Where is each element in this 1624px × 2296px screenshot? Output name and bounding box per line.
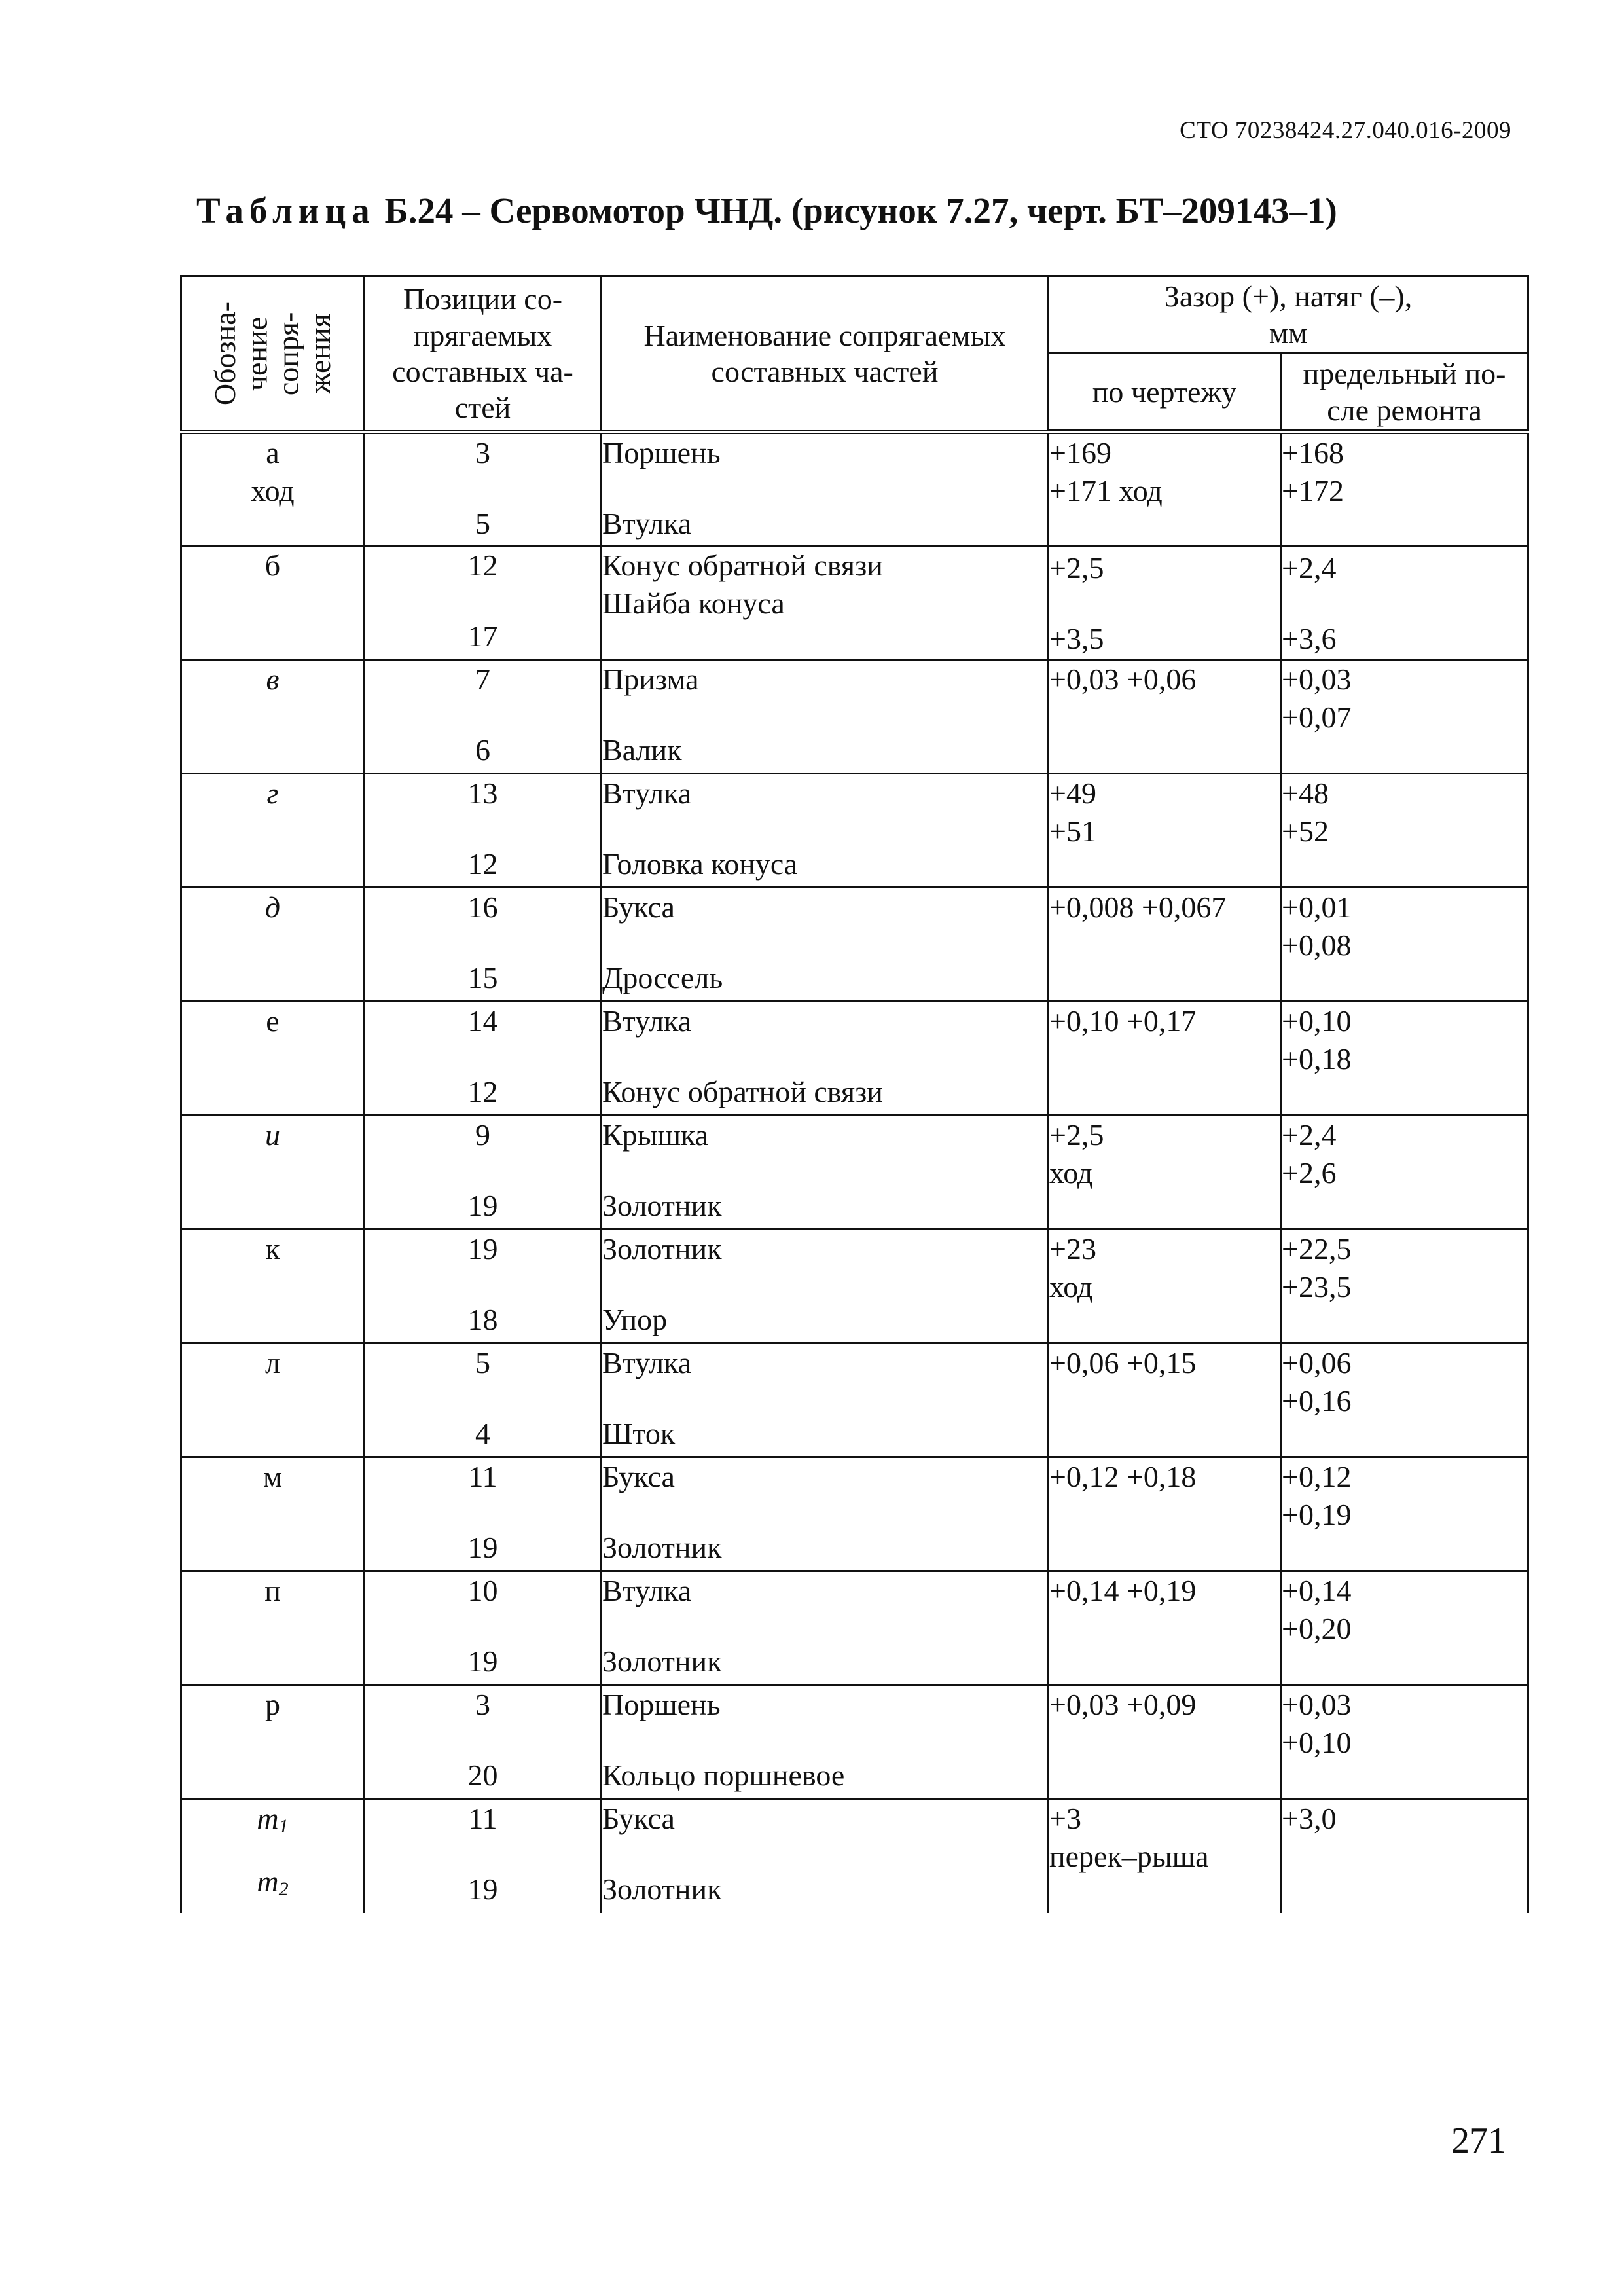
cell-code bbox=[181, 774, 365, 888]
cell-positions bbox=[365, 660, 602, 774]
col-header-code bbox=[181, 276, 365, 432]
joint-code: д bbox=[264, 890, 281, 924]
cell-positions bbox=[365, 432, 602, 546]
limit-value-min: +2,4 bbox=[1282, 551, 1337, 585]
cell-gap-after-repair bbox=[1281, 1116, 1528, 1230]
table-row bbox=[181, 1230, 1528, 1343]
joint-code: е bbox=[266, 1004, 280, 1038]
table-row bbox=[181, 546, 1528, 660]
limit-value: +168 +172 bbox=[1282, 436, 1344, 507]
part-name-first: Поршень bbox=[602, 435, 721, 469]
cell-positions bbox=[365, 1343, 602, 1457]
gap-value: +0,06 +0,15 bbox=[1049, 1346, 1197, 1379]
position-second: 6 bbox=[475, 733, 490, 767]
gap-value: +3 перек–рыша bbox=[1049, 1802, 1209, 1873]
limit-value-max: +3,6 bbox=[1282, 622, 1337, 655]
cell-gap-after-repair bbox=[1281, 888, 1528, 1002]
part-name-second: Головка конуса bbox=[602, 847, 798, 881]
position-first: 10 bbox=[467, 1574, 498, 1607]
cell-gap-by-drawing bbox=[1049, 1116, 1281, 1230]
col-header-code-text: Обозна- чение сопря- жения bbox=[208, 301, 336, 405]
cell-positions bbox=[365, 1685, 602, 1799]
cell-gap-by-drawing bbox=[1049, 1685, 1281, 1799]
limit-value: +0,03 +0,10 bbox=[1282, 1688, 1352, 1759]
position-second: 18 bbox=[467, 1303, 498, 1336]
position-first: 14 bbox=[467, 1004, 498, 1038]
page-number: 271 bbox=[1451, 2121, 1506, 2161]
position-second: 20 bbox=[467, 1758, 498, 1792]
cell-code bbox=[181, 1230, 365, 1343]
cell-part-names bbox=[602, 774, 1049, 888]
limit-value: +3,0 bbox=[1282, 1802, 1337, 1835]
joint-code-note: ход bbox=[251, 473, 295, 507]
limit-value: +0,03 +0,07 bbox=[1282, 663, 1352, 734]
table-title-prefix: Таблица bbox=[196, 191, 376, 230]
limit-value: +0,14 +0,20 bbox=[1282, 1574, 1352, 1645]
table-title bbox=[196, 190, 1337, 231]
table-row bbox=[181, 1116, 1528, 1230]
cell-part-names bbox=[602, 660, 1049, 774]
position-second: 17 bbox=[467, 619, 498, 653]
limit-value: +0,12 +0,19 bbox=[1282, 1460, 1352, 1531]
joint-code: г bbox=[266, 776, 279, 810]
position-second: 19 bbox=[467, 1872, 498, 1906]
part-name-first: Букса bbox=[602, 1802, 675, 1835]
joint-code: б bbox=[264, 549, 281, 582]
limit-value: +22,5 +23,5 bbox=[1282, 1232, 1352, 1303]
position-second: 19 bbox=[467, 1645, 498, 1678]
part-name-second: Золотник bbox=[602, 1872, 722, 1906]
position-first: 13 bbox=[467, 776, 498, 810]
col-header-after-repair: предельный по- сле ремонта bbox=[1281, 354, 1528, 432]
cell-part-names bbox=[602, 546, 1049, 660]
gap-value: +2,5 ход bbox=[1049, 1118, 1104, 1190]
joint-code: т bbox=[257, 1865, 279, 1898]
table-row bbox=[181, 1457, 1528, 1571]
part-name-first: Букса bbox=[602, 1460, 675, 1493]
cell-code bbox=[181, 1571, 365, 1685]
cell-gap-after-repair bbox=[1281, 1571, 1528, 1685]
cell-gap-by-drawing bbox=[1049, 1343, 1281, 1457]
gap-value-max: +3,5 bbox=[1049, 622, 1104, 655]
position-second: 5 bbox=[475, 506, 490, 540]
position-first: 9 bbox=[475, 1118, 490, 1152]
limit-value: +0,10 +0,18 bbox=[1282, 1004, 1352, 1076]
col-header-name: Наименование сопрягаемых составных частей bbox=[602, 276, 1049, 432]
cell-positions bbox=[365, 888, 602, 1002]
joint-code-subscript: 2 bbox=[278, 1878, 289, 1900]
cell-part-names bbox=[602, 432, 1049, 546]
document-code: СТО 70238424.27.040.016-2009 bbox=[1180, 117, 1511, 144]
joint-code: к bbox=[265, 1232, 280, 1266]
position-first: 11 bbox=[468, 1460, 497, 1493]
joint-code: п bbox=[264, 1574, 281, 1607]
cell-code bbox=[181, 660, 365, 774]
joint-code: а bbox=[266, 435, 280, 469]
part-name-first: Букса bbox=[602, 890, 675, 924]
position-first: 3 bbox=[475, 435, 490, 469]
cell-gap-after-repair bbox=[1281, 546, 1528, 660]
part-name-second: Кольцо поршневое bbox=[602, 1758, 845, 1792]
part-name-first: Золотник bbox=[602, 1232, 722, 1266]
joint-code: и bbox=[265, 1118, 280, 1152]
clearance-table bbox=[180, 275, 1529, 1913]
cell-gap-after-repair bbox=[1281, 660, 1528, 774]
position-first: 11 bbox=[468, 1802, 497, 1835]
cell-gap-by-drawing bbox=[1049, 1230, 1281, 1343]
position-first: 7 bbox=[475, 663, 490, 696]
part-name-second: Шток bbox=[602, 1417, 676, 1450]
gap-value: +0,10 +0,17 bbox=[1049, 1004, 1197, 1038]
joint-code: л bbox=[265, 1346, 280, 1379]
cell-gap-after-repair bbox=[1281, 1230, 1528, 1343]
part-name-second: Втулка bbox=[602, 506, 692, 540]
position-first: 5 bbox=[475, 1346, 490, 1379]
cell-code bbox=[181, 546, 365, 660]
part-name-first: Поршень bbox=[602, 1688, 721, 1721]
part-name-first: Втулка bbox=[602, 1346, 692, 1379]
cell-gap-after-repair bbox=[1281, 432, 1528, 546]
part-name-first: Крышка bbox=[602, 1118, 709, 1152]
cell-part-names bbox=[602, 1002, 1049, 1116]
cell-gap-by-drawing bbox=[1049, 660, 1281, 774]
table-body bbox=[181, 432, 1528, 1913]
col-header-gap-group: Зазор (+), натяг (–), мм bbox=[1049, 276, 1528, 354]
position-first: 3 bbox=[475, 1688, 490, 1721]
part-name-first: Втулка bbox=[602, 1574, 692, 1607]
position-second: 19 bbox=[467, 1531, 498, 1564]
cell-gap-by-drawing bbox=[1049, 432, 1281, 546]
part-name-first: Конус обратной связи Шайба конуса bbox=[602, 549, 883, 620]
limit-value: +48 +52 bbox=[1282, 776, 1329, 848]
cell-code bbox=[181, 1116, 365, 1230]
cell-gap-after-repair bbox=[1281, 774, 1528, 888]
position-second: 15 bbox=[467, 961, 498, 994]
cell-positions bbox=[365, 1230, 602, 1343]
table-title-text: Б.24 – Сервомотор ЧНД. (рисунок 7.27, черт. БТ–209143–1) bbox=[384, 191, 1337, 230]
cell-part-names bbox=[602, 1116, 1049, 1230]
cell-part-names bbox=[602, 1457, 1049, 1571]
table-row bbox=[181, 888, 1528, 1002]
part-name-first: Втулка bbox=[602, 776, 692, 810]
table-row bbox=[181, 1685, 1528, 1799]
part-name-first: Втулка bbox=[602, 1004, 692, 1038]
part-name-second: Валик bbox=[602, 733, 682, 767]
table-row bbox=[181, 1343, 1528, 1457]
cell-gap-by-drawing bbox=[1049, 1457, 1281, 1571]
cell-gap-by-drawing bbox=[1049, 1002, 1281, 1116]
cell-gap-by-drawing bbox=[1049, 1799, 1281, 1913]
cell-gap-by-drawing bbox=[1049, 774, 1281, 888]
col-header-positions: Позиции со- прягаемых составных ча- стей bbox=[365, 276, 602, 432]
joint-code: м bbox=[262, 1460, 283, 1493]
cell-positions bbox=[365, 1116, 602, 1230]
table-row bbox=[181, 432, 1528, 546]
cell-gap-by-drawing bbox=[1049, 1571, 1281, 1685]
position-first: 19 bbox=[467, 1232, 498, 1266]
cell-positions bbox=[365, 774, 602, 888]
cell-part-names bbox=[602, 888, 1049, 1002]
cell-part-names bbox=[602, 1571, 1049, 1685]
col-header-by-drawing: по чертежу bbox=[1049, 354, 1281, 432]
cell-gap-after-repair bbox=[1281, 1343, 1528, 1457]
limit-value: +2,4 +2,6 bbox=[1282, 1118, 1337, 1190]
table-row bbox=[181, 1799, 1528, 1913]
cell-code bbox=[181, 432, 365, 546]
position-first: 12 bbox=[467, 549, 498, 582]
table-row bbox=[181, 1002, 1528, 1116]
cell-positions bbox=[365, 1799, 602, 1913]
cell-code bbox=[181, 1457, 365, 1571]
part-name-second: Конус обратной связи bbox=[602, 1075, 883, 1108]
cell-part-names bbox=[602, 1799, 1049, 1913]
cell-gap-after-repair bbox=[1281, 1685, 1528, 1799]
joint-code-subscript: 1 bbox=[278, 1815, 289, 1837]
limit-value: +0,06 +0,16 bbox=[1282, 1346, 1352, 1417]
cell-gap-after-repair bbox=[1281, 1002, 1528, 1116]
cell-code bbox=[181, 1799, 365, 1913]
position-second: 4 bbox=[475, 1417, 490, 1450]
position-second: 12 bbox=[467, 847, 498, 881]
gap-value: +23 ход bbox=[1049, 1232, 1096, 1303]
cell-positions bbox=[365, 1571, 602, 1685]
table-row bbox=[181, 1571, 1528, 1685]
part-name-second: Упор bbox=[602, 1303, 668, 1336]
gap-value: +169 +171 ход bbox=[1049, 436, 1163, 507]
cell-positions bbox=[365, 546, 602, 660]
cell-code bbox=[181, 1343, 365, 1457]
position-second: 12 bbox=[467, 1075, 498, 1108]
gap-value: +0,008 +0,067 bbox=[1049, 890, 1227, 924]
cell-part-names bbox=[602, 1685, 1049, 1799]
cell-code bbox=[181, 1685, 365, 1799]
cell-gap-after-repair bbox=[1281, 1457, 1528, 1571]
gap-value: +0,03 +0,09 bbox=[1049, 1688, 1197, 1721]
cell-code bbox=[181, 1002, 365, 1116]
position-second: 19 bbox=[467, 1189, 498, 1222]
part-name-second: Золотник bbox=[602, 1645, 722, 1678]
gap-value: +0,14 +0,19 bbox=[1049, 1574, 1197, 1607]
joint-code: т bbox=[257, 1802, 279, 1835]
part-name-second: Золотник bbox=[602, 1531, 722, 1564]
cell-code bbox=[181, 888, 365, 1002]
gap-value-min: +2,5 bbox=[1049, 551, 1104, 585]
cell-part-names bbox=[602, 1343, 1049, 1457]
gap-value: +49 +51 bbox=[1049, 776, 1096, 848]
part-name-first: Призма bbox=[602, 663, 699, 696]
cell-part-names bbox=[602, 1230, 1049, 1343]
cell-positions bbox=[365, 1002, 602, 1116]
cell-gap-by-drawing bbox=[1049, 888, 1281, 1002]
cell-positions bbox=[365, 1457, 602, 1571]
position-first: 16 bbox=[467, 890, 498, 924]
joint-code: р bbox=[265, 1688, 280, 1721]
cell-gap-after-repair bbox=[1281, 1799, 1528, 1913]
table-row bbox=[181, 660, 1528, 774]
part-name-second: Золотник bbox=[602, 1189, 722, 1222]
part-name-second: Дроссель bbox=[602, 961, 723, 994]
table-row bbox=[181, 774, 1528, 888]
gap-value: +0,03 +0,06 bbox=[1049, 663, 1197, 696]
limit-value: +0,01 +0,08 bbox=[1282, 890, 1352, 962]
gap-value: +0,12 +0,18 bbox=[1049, 1460, 1197, 1493]
joint-code: в bbox=[266, 663, 280, 696]
cell-gap-by-drawing bbox=[1049, 546, 1281, 660]
